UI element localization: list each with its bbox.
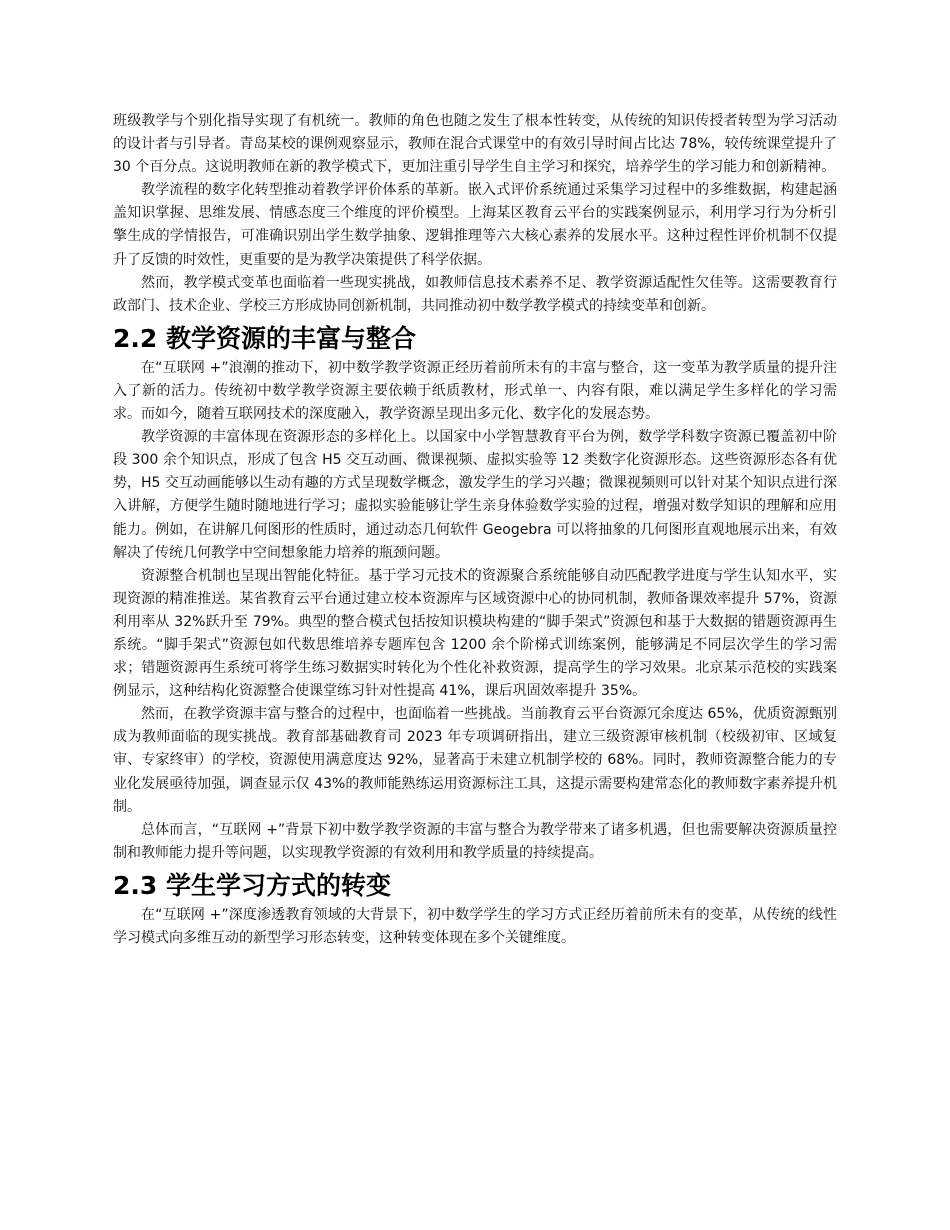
body-paragraph: 然而，在教学资源丰富与整合的过程中，也面临着一些挑战。当前教育云平台资源冗余度达 65%，优质资源甄别成为教师面临的现实挑战。教育部基础教育司 2023 年专项调研指出，建立三级资源审核机制（校级初审、区域复审、专家终审）的学校，资源使用满意度达 92%，显著高于未建立机制学校的 68%。同时，教师资源整合能力的专业化发展亟待加强，调查显示仅 43%的教师能熟练运用资源标注工具，这提示需要构建常态化的教师数字素养提升机制。 bbox=[113, 706, 837, 815]
body-paragraph: 教学资源的丰富体现在资源形态的多样化上。以国家中小学智慧教育平台为例，数学学科数字资源已覆盖初中阶段 300 余个知识点，形成了包含 H5 交互动画、微课视频、虚拟实验等 12 类数字化资源形态。这些资源形态各有优势，H5 交互动画能够以生动有趣的方式呈现数学概念，激发学生的学习兴趣；微课视频则可以针对某个知识点进行深入讲解，方便学生随时随地进行学习；虚拟实验能够让学生亲身体验数学实验的过程，增强对数学知识的理解和应用能力。例如，在讲解几何图形的性质时，通过动态几何软件 Geogebra 可以将抽象的几何图形直观地展示出来，有效解决了传统几何教学中空间想象能力培养的瓶颈问题。 bbox=[113, 429, 837, 561]
body-paragraph: 在“互联网 +”浪潮的推动下，初中数学教学资源正经历着前所未有的丰富与整合，这一变革为教学质量的提升注入了新的活力。传统初中数学教学资源主要依赖于纸质教材，形式单一、内容有限，难以满足学生多样化的学习需求。而如今，随着互联网技术的深度融入，教学资源呈现出多元化、数字化的发展态势。 bbox=[113, 359, 837, 423]
document-page bbox=[113, 110, 837, 950]
section-heading-2-2: 2.2 教学资源的丰富与整合 bbox=[113, 323, 416, 353]
body-paragraph: 在“互联网 +”深度渗透教育领域的大背景下，初中数学学生的学习方式正经历着前所未有的变革，从传统的线性学习模式向多维互动的新型学习形态转变，这种转变体现在多个关键维度。 bbox=[113, 906, 837, 946]
body-paragraph: 教学流程的数字化转型推动着教学评价体系的革新。嵌入式评价系统通过采集学习过程中的多维数据，构建起涵盖知识掌握、思维发展、情感态度三个维度的评价模型。上海某区教育云平台的实践案例显示，利用学习行为分析引擎生成的学情报告，可准确识别出学生数学抽象、逻辑推理等六大核心素养的发展水平。这种过程性评价机制不仅提升了反馈的时效性，更重要的是为教学决策提供了科学依据。 bbox=[113, 182, 837, 268]
body-paragraph: 资源整合机制也呈现出智能化特征。基于学习元技术的资源聚合系统能够自动匹配教学进度与学生认知水平，实现资源的精准推送。某省教育云平台通过建立校本资源库与区域资源中心的协同机制，教师备课效率提升 57%，资源利用率从 32%跃升至 79%。典型的整合模式包括按知识模块构建的“脚手架式”资源包和基于大数据的错题资源再生系统。“脚手架式”资源包如代数思维培养专题库包含 1200 余个阶梯式训练案例，能够满足不同层次学生的学习需求；错题资源再生系统可将学生练习数据实时转化为个性化补救资源，提高学生的学习效果。北京某示范校的实践案例显示，这种结构化资源整合使课堂练习针对性提高 41%，课后巩固效率提升 35%。 bbox=[113, 567, 837, 700]
body-paragraph: 总体而言，“互联网 +”背景下初中数学教学资源的丰富与整合为教学带来了诸多机遇，但也需要解决资源质量控制和教师能力提升等问题，以实现教学资源的有效利用和教学质量的持续提高。 bbox=[113, 821, 837, 861]
body-paragraph: 班级教学与个别化指导实现了有机统一。教师的角色也随之发生了根本性转变，从传统的知识传授者转型为学习活动的设计者与引导者。青岛某校的课例观察显示，教师在混合式课堂中的有效引导时间占比达 78%，较传统课堂提升了 30 个百分点。这说明教师在新的教学模式下，更加注重引导学生自主学习和探究，培养学生的学习能力和创新精神。 bbox=[113, 113, 837, 176]
section-heading-2-3: 2.3 学生学习方式的转变 bbox=[113, 870, 391, 900]
body-paragraph: 然而，教学模式变革也面临着一些现实挑战，如教师信息技术素养不足、教学资源适配性欠佳等。这需要教育行政部门、技术企业、学校三方形成协同创新机制，共同推动初中数学教学模式的持续变革和创新。 bbox=[113, 274, 837, 314]
